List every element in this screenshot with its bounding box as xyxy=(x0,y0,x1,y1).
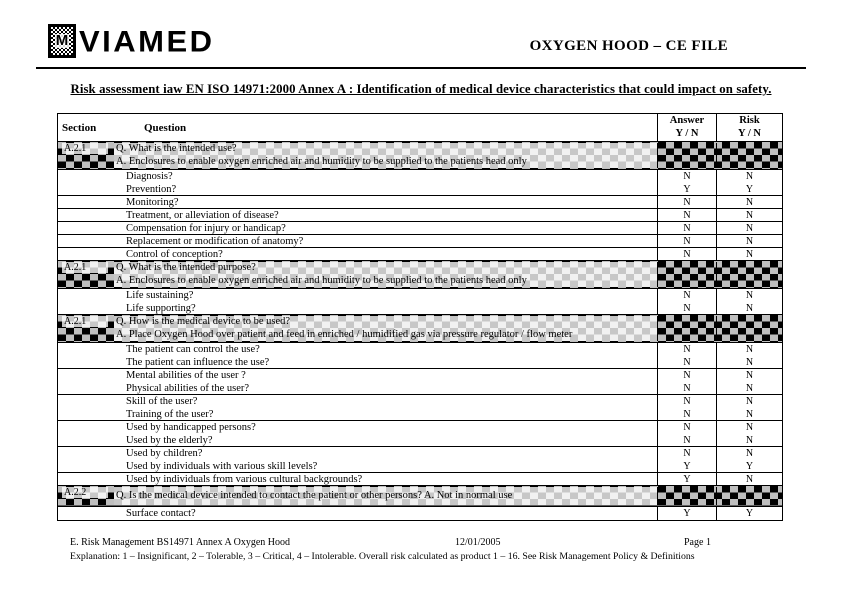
answer-cell: N xyxy=(658,434,717,446)
answer-cell xyxy=(658,143,717,168)
footer-line1 xyxy=(0,537,842,550)
question-cell: The patient can influence the use? xyxy=(108,356,658,368)
answer-header-line2: Y / N xyxy=(675,127,699,139)
question-row xyxy=(58,289,782,302)
answer-cell: Y xyxy=(658,507,717,520)
answer-line xyxy=(108,329,657,342)
risk-cell xyxy=(717,143,782,168)
risk-cell: N xyxy=(745,210,754,221)
risk-cell xyxy=(717,316,782,341)
answer-cell xyxy=(658,487,717,505)
question-cell xyxy=(108,143,658,168)
section-cell xyxy=(58,196,108,208)
section-cell xyxy=(58,356,108,368)
section-cell xyxy=(58,262,108,287)
risk-cell: N xyxy=(745,357,754,368)
viamed-logo xyxy=(48,24,215,58)
risk-cell: N xyxy=(745,171,754,182)
footer-explanation: Explanation: 1 – Insignificant, 2 – Tolerable, 3 – Critical, 4 – Intolerable. Overall risk calculated as product 1 – 16. See Risk Management Policy & Definitions xyxy=(70,551,695,562)
question-cell: Physical abilities of the user? xyxy=(108,382,658,394)
question-row xyxy=(58,248,782,261)
answer-cell: N xyxy=(658,382,717,394)
section-label: A.2.1 xyxy=(62,316,108,327)
section-cell xyxy=(58,209,108,221)
section-cell xyxy=(58,408,108,420)
section-cell xyxy=(58,235,108,247)
question-cell: Replacement or modification of anatomy? xyxy=(108,235,658,247)
section-cell xyxy=(58,302,108,314)
question-cell xyxy=(108,262,658,287)
question-cell: Life sustaining? xyxy=(108,289,658,302)
viamed-logo-mark-icon xyxy=(48,24,76,58)
risk-cell xyxy=(717,487,782,505)
header-divider xyxy=(36,67,806,69)
risk-cell: N xyxy=(745,448,754,459)
risk-cell: Y xyxy=(745,184,754,195)
question-row xyxy=(58,382,782,395)
risk-table-rows xyxy=(58,142,782,520)
risk-cell xyxy=(717,262,782,287)
risk-cell: N xyxy=(745,435,754,446)
answer-line-text: A. Enclosures to enable oxygen enriched air and humidity to be supplied to the patients head only xyxy=(114,156,657,169)
question-row xyxy=(58,196,782,209)
risk-cell: N xyxy=(745,197,754,208)
question-row xyxy=(58,408,782,421)
question-cell: Diagnosis? xyxy=(108,170,658,183)
question-cell: Monitoring? xyxy=(108,196,658,208)
answer-line-text: A. Enclosures to enable oxygen enriched air and humidity to be supplied to the patients head only xyxy=(114,275,657,288)
section-question-row xyxy=(58,315,782,343)
answer-cell: Y xyxy=(658,183,717,195)
question-cell: Mental abilities of the user ? xyxy=(108,369,658,382)
question-cell: Used by children? xyxy=(108,447,658,460)
question-cell: Treatment, or alleviation of disease? xyxy=(108,209,658,221)
section-question-row xyxy=(58,261,782,289)
question-row xyxy=(58,447,782,460)
section-label: A.2.1 xyxy=(62,262,108,273)
section-question-row xyxy=(58,486,782,507)
answer-cell xyxy=(658,262,717,287)
question-row xyxy=(58,343,782,356)
viamed-logo-text: VIAMED xyxy=(79,24,215,58)
section-cell xyxy=(58,395,108,408)
section-cell xyxy=(58,382,108,394)
section-cell xyxy=(58,143,108,168)
footer-doc-ref: E. Risk Management BS14971 Annex A Oxygen Hood xyxy=(70,537,290,548)
page-title: Risk assessment iaw EN ISO 14971:2000 Annex A : Identification of medical device characteristics that could impact on safety. xyxy=(70,82,772,96)
question-row xyxy=(58,222,782,235)
answer-cell: N xyxy=(658,369,717,382)
risk-cell: N xyxy=(745,303,754,314)
risk-cell: N xyxy=(745,396,754,407)
question-cell: Used by individuals with various skill levels? xyxy=(108,460,658,472)
section-cell xyxy=(58,487,108,505)
question-row xyxy=(58,209,782,222)
answer-cell: N xyxy=(658,170,717,183)
risk-cell: N xyxy=(745,383,754,394)
question-line-text: Q. What is the intended purpose? xyxy=(114,262,657,275)
answer-cell: N xyxy=(658,302,717,314)
question-cell xyxy=(108,316,658,341)
risk-cell: N xyxy=(745,370,754,381)
question-row xyxy=(58,302,782,315)
section-cell xyxy=(58,222,108,234)
answer-header-line1: Answer xyxy=(669,115,705,126)
logo-mark-letter: M xyxy=(55,32,69,49)
risk-cell: N xyxy=(745,474,754,485)
section-cell xyxy=(58,183,108,195)
section-label: A.2.1 xyxy=(62,143,108,154)
document-title: OXYGEN HOOD – CE FILE xyxy=(529,38,728,54)
risk-cell: N xyxy=(745,409,754,420)
section-cell xyxy=(58,343,108,356)
answer-cell: N xyxy=(658,408,717,420)
risk-cell: N xyxy=(745,290,754,301)
question-cell: Used by handicapped persons? xyxy=(108,421,658,434)
question-cell: Prevention? xyxy=(108,183,658,195)
column-header-answer xyxy=(658,114,717,141)
section-cell xyxy=(58,248,108,260)
document-header xyxy=(48,24,728,58)
question-row xyxy=(58,235,782,248)
section-label: A.2.2 xyxy=(62,487,108,498)
question-cell: Surface contact? xyxy=(108,507,658,520)
question-row xyxy=(58,434,782,447)
risk-header-line2: Y / N xyxy=(738,127,761,139)
question-row xyxy=(58,170,782,183)
question-cell: Used by the elderly? xyxy=(108,434,658,446)
answer-line-text: A. Place Oxygen Hood over patient and feed in enriched / humidified gas via pressure regulator / flow meter xyxy=(114,329,657,342)
answer-line xyxy=(108,156,657,169)
question-line xyxy=(108,143,657,156)
question-row xyxy=(58,183,782,196)
section-cell xyxy=(58,170,108,183)
question-cell: Training of the user? xyxy=(108,408,658,420)
risk-cell: Y xyxy=(745,508,754,519)
risk-cell: N xyxy=(745,223,754,234)
answer-line xyxy=(108,275,657,288)
section-cell xyxy=(58,447,108,460)
section-question-row xyxy=(58,142,782,170)
risk-cell: N xyxy=(745,236,754,247)
footer-page-number: Page 1 xyxy=(684,537,711,548)
answer-cell: Y xyxy=(658,473,717,485)
answer-cell: N xyxy=(658,289,717,302)
section-cell xyxy=(58,507,108,520)
answer-cell: N xyxy=(658,222,717,234)
answer-cell: N xyxy=(658,196,717,208)
question-line xyxy=(108,487,657,505)
table-header-row xyxy=(58,114,782,142)
risk-cell: N xyxy=(745,344,754,355)
column-header-question: Question xyxy=(108,114,658,141)
question-line-text: Q. How is the medical device to be used? xyxy=(114,316,657,329)
section-cell xyxy=(58,316,108,341)
question-row xyxy=(58,460,782,473)
section-cell xyxy=(58,289,108,302)
answer-cell: N xyxy=(658,356,717,368)
question-cell: Used by individuals from various cultural backgrounds? xyxy=(108,473,658,485)
question-cell: The patient can control the use? xyxy=(108,343,658,356)
section-cell xyxy=(58,421,108,434)
answer-cell: N xyxy=(658,248,717,260)
question-cell: Skill of the user? xyxy=(108,395,658,408)
question-line xyxy=(108,316,657,329)
page-footer xyxy=(0,537,842,562)
footer-date: 12/01/2005 xyxy=(455,537,501,548)
section-cell xyxy=(58,434,108,446)
answer-cell: N xyxy=(658,447,717,460)
risk-cell: N xyxy=(745,422,754,433)
question-cell: Control of conception? xyxy=(108,248,658,260)
column-header-risk xyxy=(717,114,782,141)
risk-assessment-table xyxy=(57,113,783,521)
answer-cell: N xyxy=(658,343,717,356)
question-cell: Compensation for injury or handicap? xyxy=(108,222,658,234)
answer-cell: N xyxy=(658,235,717,247)
question-row xyxy=(58,421,782,434)
question-line xyxy=(108,262,657,275)
question-row xyxy=(58,395,782,408)
question-row xyxy=(58,507,782,520)
risk-header-line1: Risk xyxy=(739,115,760,126)
answer-cell: N xyxy=(658,209,717,221)
answer-cell: N xyxy=(658,395,717,408)
answer-cell: Y xyxy=(658,460,717,472)
question-cell xyxy=(108,487,658,505)
question-row xyxy=(58,473,782,486)
question-row xyxy=(58,369,782,382)
question-cell: Life supporting? xyxy=(108,302,658,314)
question-line-text: Q. What is the intended use? xyxy=(114,143,657,156)
column-header-section: Section xyxy=(62,121,97,134)
section-cell xyxy=(58,460,108,472)
question-row xyxy=(58,356,782,369)
answer-cell xyxy=(658,316,717,341)
risk-cell: N xyxy=(745,249,754,260)
answer-cell: N xyxy=(658,421,717,434)
risk-cell: Y xyxy=(745,461,754,472)
section-cell xyxy=(58,369,108,382)
section-cell xyxy=(58,473,108,485)
question-line-text: Q. Is the medical device intended to contact the patient or other persons? A. Not in normal use xyxy=(114,487,657,505)
